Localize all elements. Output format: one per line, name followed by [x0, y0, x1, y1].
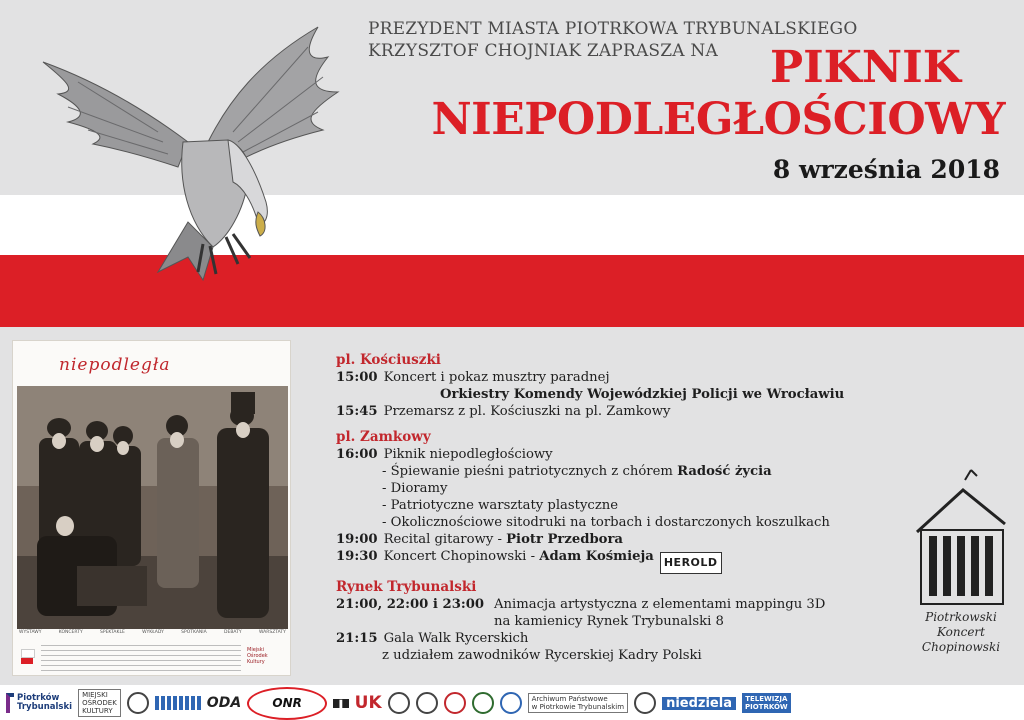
program-item [336, 446, 896, 463]
item-time: 15:00 [336, 370, 378, 385]
mok-line-3: KULTURY [82, 707, 113, 715]
polish-emblem-icon [21, 649, 33, 664]
item-performer: Adam Kośmieja [539, 549, 654, 564]
sponsors-strip [0, 686, 1024, 720]
mok-logo [78, 689, 121, 717]
event-date: 8 września 2018 [772, 155, 1000, 184]
niepodlegla-poster [12, 340, 291, 676]
onr-logo: ONR [247, 687, 327, 720]
item-text: Animacja artystyczna z elementami mappingu 3D [494, 597, 826, 612]
tv-line-1: TELEWIZJA [745, 695, 788, 703]
building-logo-icon [155, 696, 201, 710]
event-title-word-2: NIEPODLEGŁOŚCIOWY [431, 94, 1005, 145]
subitem-bold: Radość życia [677, 464, 772, 479]
program-subitem [336, 463, 896, 480]
item-text: Koncert Chopinowski - [383, 549, 536, 564]
program-item [336, 403, 896, 420]
section-title-rynek: Rynek Trybunalski [336, 579, 477, 595]
program-subitem: - Okolicznościowe sitodruki na torbach i dostarczonych koszulkach [382, 515, 830, 530]
archiwum-line-1: Archiwum Państwowe [531, 695, 608, 703]
chopin-logo-text [906, 610, 1016, 655]
tv-line-2: PIOTRKÓW [744, 703, 788, 711]
piotrkow-line-2: Trybunalski [17, 702, 73, 712]
section-title-zamkowy: pl. Zamkowy [336, 429, 431, 445]
poster-category: WARSZTATY [258, 630, 286, 635]
item-text: Gala Walk Rycerskich [383, 631, 529, 646]
invitation-line-2: KRZYSZTOF CHOJNIAK ZAPRASZA NA [368, 41, 718, 61]
piotrkow-logo [6, 693, 72, 713]
poster-category: WYKŁADY [142, 630, 164, 635]
item-performer: Piotr Przedbora [506, 532, 623, 547]
chopin-line-1: Piotrkowski [925, 610, 997, 624]
round-badge-icon [416, 692, 438, 714]
poster-mok-logo: Miejski Ośrodek Kultury [247, 647, 268, 665]
item-continuation: Orkiestry Komendy Wojewódzkiej Policji we Wrocławiu [440, 387, 845, 402]
item-text: Koncert i pokaz musztry paradnej [383, 370, 610, 385]
eagle-illustration [38, 22, 348, 282]
section-title-kosciuszki: pl. Kościuszki [336, 352, 441, 368]
item-continuation: na kamienicy Rynek Trybunalski 8 [494, 614, 724, 629]
event-title-word-1: PIKNIK [770, 42, 961, 93]
niedziela-logo: niedziela [662, 697, 736, 710]
mok-line-1: MIEJSKI [82, 691, 108, 699]
crest-seal-icon [127, 692, 149, 714]
oda-logo: ODA [206, 694, 242, 711]
poster-category: KONCERTY [58, 630, 83, 635]
seal-logo-icon [388, 692, 410, 714]
subitem-text: - Śpiewanie pieśni patriotycznych z chórem [382, 464, 678, 479]
item-time: 21:15 [336, 631, 378, 646]
archiwum-line-2: w Piotrkowie Trybunalskim [531, 703, 625, 711]
piotrkow-mark-icon [6, 693, 14, 713]
poster-header [13, 341, 292, 386]
item-text: Piknik niepodległościowy [383, 447, 553, 462]
small-seal-icon [634, 692, 656, 714]
event-program [336, 352, 896, 664]
piotrkow-line-1: Piotrków [17, 693, 60, 703]
item-continuation: z udziałem zawodników Rycerskiej Kadry Polski [382, 648, 702, 663]
info-logo: i [333, 699, 348, 708]
poster-category: SPOTKANIA [181, 630, 207, 635]
uk-logo: UK [354, 692, 382, 713]
poster-script-title: niepodległa [59, 355, 171, 375]
item-time: 19:30 [336, 549, 378, 564]
poster-footer [19, 641, 286, 675]
green-crest-icon [472, 692, 494, 714]
historical-group-photo [17, 386, 288, 629]
chopin-concert-logo [905, 462, 1015, 607]
item-time: 19:00 [336, 532, 378, 547]
herold-badge: HEROLD [660, 552, 722, 574]
item-text: Przemarsz z pl. Kościuszki na pl. Zamkowy [383, 404, 671, 419]
poster-fine-print [41, 643, 241, 671]
eagle-emblem-icon [444, 692, 466, 714]
item-time: 15:45 [336, 404, 378, 419]
invitation-line-1: PREZYDENT MIASTA PIOTRKOWA TRYBUNALSKIEGO [368, 19, 858, 39]
program-item [336, 531, 896, 548]
chopin-line-3: Chopinowski [921, 640, 1001, 654]
blue-crest-icon [500, 692, 522, 714]
poster-category: WYSTAWY [19, 630, 42, 635]
telewizja-piotrkow-logo [742, 693, 791, 713]
item-text: Recital gitarowy - [383, 532, 502, 547]
chopin-line-2: Koncert [937, 625, 985, 639]
archiwum-logo [528, 693, 628, 713]
program-subitem: - Dioramy [382, 481, 448, 496]
program-item [336, 630, 896, 647]
program-item [336, 596, 896, 613]
poster-categories [19, 630, 286, 640]
item-time: 21:00, 22:00 i 23:00 [336, 597, 485, 612]
poster-category: DEBATY [224, 630, 242, 635]
poster-category: SPEKTAKLE [100, 630, 125, 635]
program-item [336, 548, 896, 570]
mok-line-2: OŚRODEK [82, 699, 117, 707]
program-subitem: - Patriotyczne warsztaty plastyczne [382, 498, 619, 513]
item-time: 16:00 [336, 447, 378, 462]
program-item [336, 369, 896, 386]
